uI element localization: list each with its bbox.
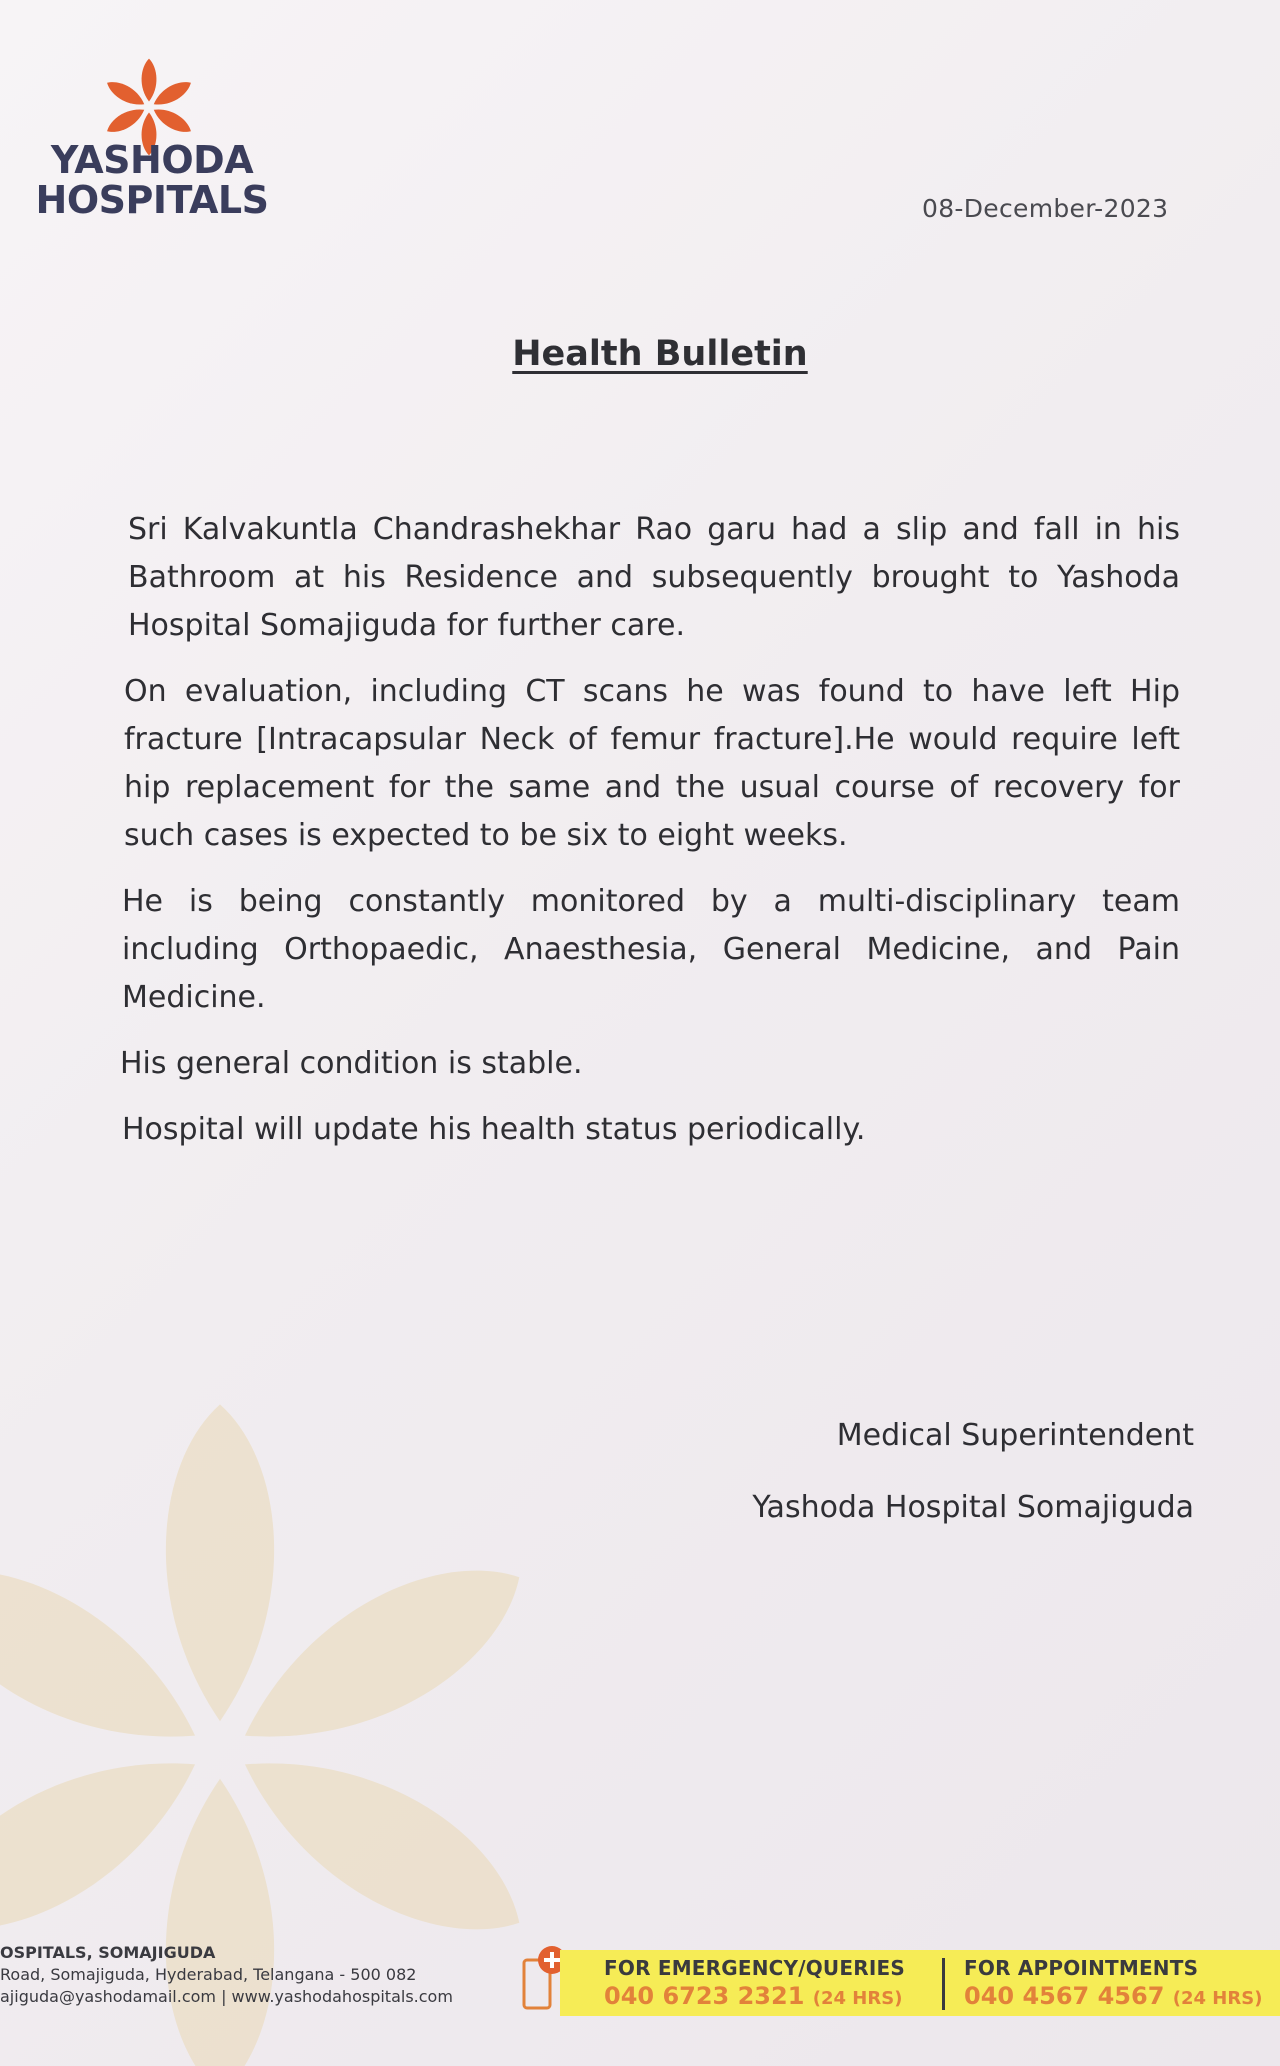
logo-line-1: YASHODA <box>50 138 254 182</box>
signature-title: Medical Superintendent <box>836 1418 1194 1453</box>
appointments-number-line <box>964 1982 1262 2010</box>
paragraph-1: Sri Kalvakuntla Chandrashekhar Rao garu had a slip and fall in his Bathroom at his Residence and subsequently brought to Yashoda Hospital Somajiguda for further care. <box>128 512 1180 643</box>
paragraph-3: He is being constantly monitored by a multi-disciplinary team including Orthopaedic, Anaesthesia, General Medicine, and Pain Medicine. <box>122 884 1180 1015</box>
bulletin-date: 08-December-2023 <box>922 194 1169 223</box>
signature-hospital: Yashoda Hospital Somajiguda <box>752 1490 1194 1525</box>
contact-band <box>560 1950 1280 2016</box>
paragraph-4: His general condition is stable. <box>120 1046 583 1081</box>
emergency-number: 040 6723 2321 <box>604 1982 805 2010</box>
address-line-1: OSPITALS, SOMAJIGUDA <box>0 1943 216 1962</box>
emergency-contact <box>604 1956 905 2010</box>
emergency-label: FOR EMERGENCY/QUERIES <box>604 1956 905 1980</box>
footer-address <box>0 1942 453 2008</box>
paragraph-5: Hospital will update his health status periodically. <box>122 1112 866 1147</box>
appointments-number: 040 4567 4567 <box>964 1982 1165 2010</box>
title-text: Health Bulletin <box>512 334 808 374</box>
address-line-2: Road, Somajiguda, Hyderabad, Telangana - 500 082 <box>0 1965 417 1984</box>
address-line-3: ajiguda@yashodamail.com | www.yashodahospitals.com <box>0 1987 453 2006</box>
logo-line-2: HOSPITALS <box>35 178 269 222</box>
emergency-number-line <box>604 1982 905 2010</box>
bulletin-body <box>120 506 1180 1172</box>
contact-divider <box>942 1958 945 2010</box>
appointments-label: FOR APPOINTMENTS <box>964 1956 1199 1980</box>
logo-text <box>22 140 282 220</box>
document-title <box>0 334 1280 374</box>
appointments-hours: (24 HRS) <box>1172 1988 1263 2009</box>
appointments-contact <box>964 1956 1262 2010</box>
signature-block <box>752 1400 1194 1544</box>
paragraph-2: On evaluation, including CT scans he was found to have left Hip fracture [Intracapsular Neck of femur fracture].He would require left hip replacement for the same and the usual course of recovery for such cases is expected to be six to eight weeks. <box>124 674 1180 853</box>
emergency-hours: (24 HRS) <box>812 1988 903 2009</box>
